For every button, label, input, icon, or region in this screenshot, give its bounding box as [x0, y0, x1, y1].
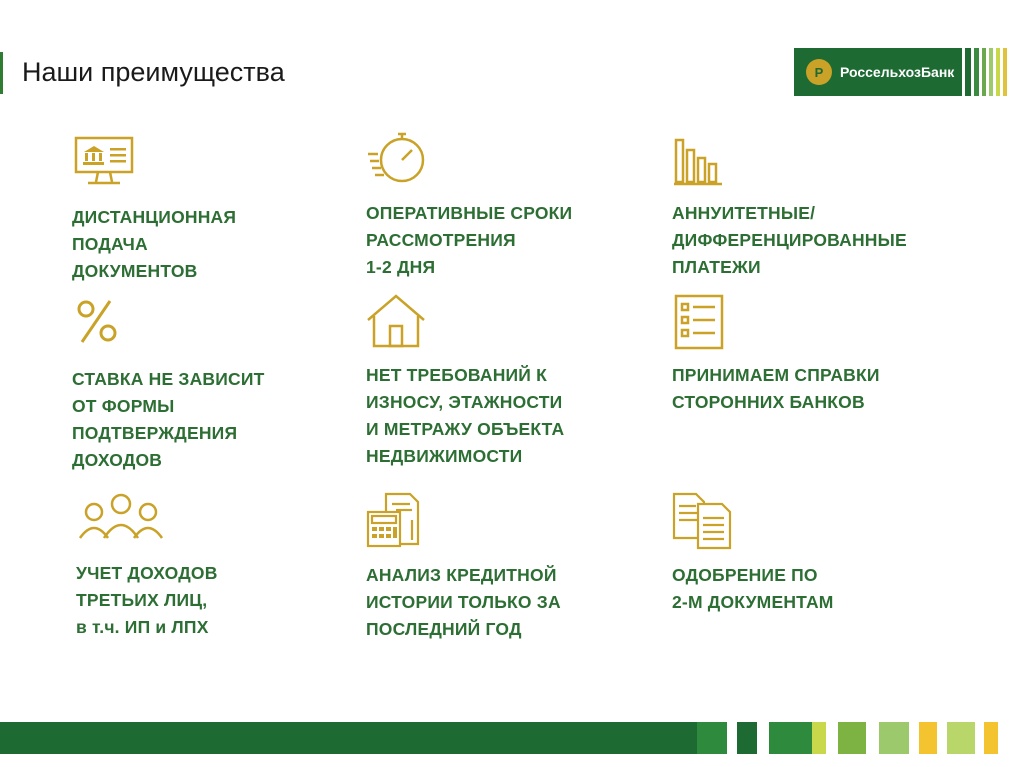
logo-text: РоссельхозБанк — [840, 64, 955, 80]
feature-label — [366, 362, 564, 470]
feature-payment-types — [672, 130, 907, 281]
feature-rate-independent — [72, 296, 265, 474]
feature-remote-documents — [72, 134, 236, 285]
feature-label-line: ОТ ФОРМЫ — [72, 396, 175, 416]
feature-label-line: СТОРОННИХ БАНКОВ — [672, 392, 865, 412]
feature-label-line: ДОХОДОВ — [72, 450, 163, 470]
logo-badge — [794, 48, 962, 96]
feature-label-line: АННУИТЕТНЫЕ/ — [672, 203, 816, 223]
feature-label — [72, 204, 236, 285]
footer-stripe-bar — [0, 722, 1024, 754]
feature-label-line: АНАЛИЗ КРЕДИТНОЙ — [366, 565, 557, 585]
feature-label — [672, 200, 907, 281]
feature-label-line: ПРИНИМАЕМ СПРАВКИ — [672, 365, 880, 385]
feature-credit-history — [366, 492, 561, 643]
feature-label — [366, 562, 561, 643]
feature-label-line: НЕТ ТРЕБОВАНИЙ К — [366, 365, 548, 385]
feature-label-line: ИЗНОСУ, ЭТАЖНОСТИ — [366, 392, 563, 412]
title-accent-bar — [0, 52, 3, 94]
computer-monitor-bank-icon — [72, 134, 136, 192]
feature-label-line: НЕДВИЖИМОСТИ — [366, 446, 523, 466]
page-title: Наши преимущества — [22, 57, 285, 87]
logo-emblem-icon: Р — [806, 59, 832, 85]
feature-label-line: И МЕТРАЖУ ОБЪЕКТА — [366, 419, 565, 439]
feature-label-line: 2-М ДОКУМЕНТАМ — [672, 592, 834, 612]
logo-stripes — [965, 48, 1018, 96]
feature-label — [72, 366, 265, 474]
feature-label-line: ТРЕТЬИХ ЛИЦ, — [76, 590, 208, 610]
feature-third-party-certificates — [672, 292, 880, 416]
feature-label-line: РАССМОТРЕНИЯ — [366, 230, 516, 250]
people-group-icon — [76, 490, 166, 548]
bank-logo — [794, 48, 1018, 96]
stopwatch-icon — [366, 130, 430, 188]
feature-third-party-income — [76, 490, 218, 641]
house-icon — [366, 292, 430, 350]
feature-label-line: ПОСЛЕДНИЙ ГОД — [366, 619, 522, 639]
feature-label — [672, 562, 834, 616]
feature-label-line: ДИФФЕРЕНЦИРОВАННЫЕ — [672, 230, 907, 250]
feature-label-line: в т.ч. ИП и ЛПХ — [76, 617, 209, 637]
feature-no-property-requirements — [366, 292, 564, 470]
calculator-document-icon — [366, 492, 430, 550]
feature-label — [672, 362, 880, 416]
feature-label — [76, 560, 218, 641]
feature-fast-review — [366, 130, 572, 281]
documents-icon — [672, 492, 736, 550]
feature-label-line: ОПЕРАТИВНЫЕ СРОКИ — [366, 203, 573, 223]
feature-label — [366, 200, 572, 281]
feature-label-line: УЧЕТ ДОХОДОВ — [76, 563, 218, 583]
feature-label-line: ДОКУМЕНТОВ — [72, 261, 198, 281]
bar-chart-icon — [672, 130, 736, 188]
feature-label-line: ОДОБРЕНИЕ ПО — [672, 565, 818, 585]
feature-label-line: 1-2 ДНЯ — [366, 257, 436, 277]
percent-icon — [72, 296, 136, 354]
feature-label-line: СТАВКА НЕ ЗАВИСИТ — [72, 369, 265, 389]
feature-label-line: ПОДТВЕРЖДЕНИЯ — [72, 423, 238, 443]
feature-label-line: ПОДАЧА — [72, 234, 148, 254]
feature-label-line: ДИСТАНЦИОННАЯ — [72, 207, 237, 227]
feature-label-line: ПЛАТЕЖИ — [672, 257, 761, 277]
feature-two-documents — [672, 492, 834, 616]
feature-label-line: ИСТОРИИ ТОЛЬКО ЗА — [366, 592, 561, 612]
checklist-icon — [672, 292, 736, 350]
